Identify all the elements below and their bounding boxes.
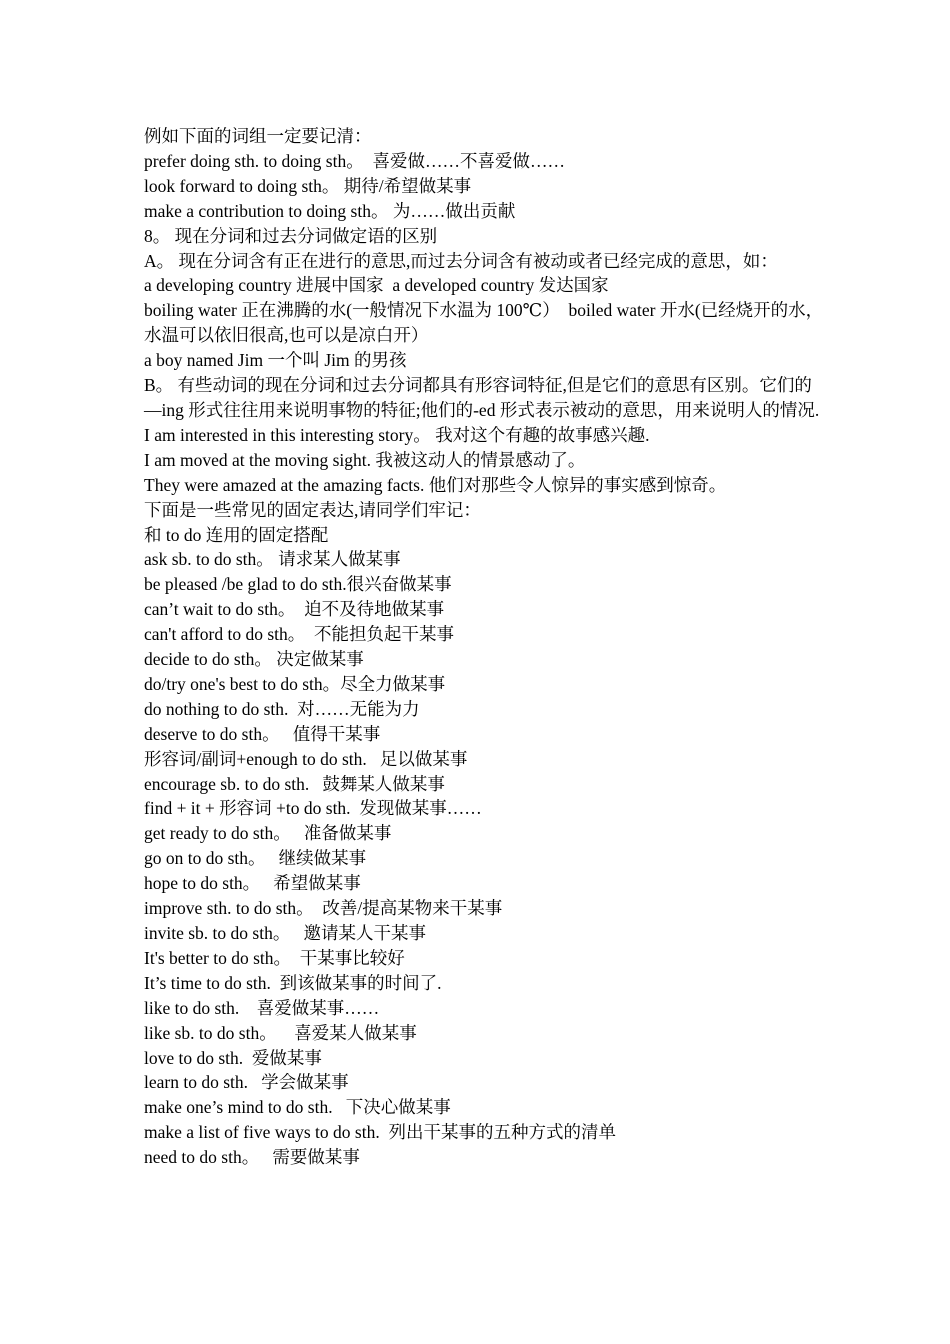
phrase-line: learn to do sth. 学会做某事 bbox=[144, 1072, 349, 1093]
example-line: I am interested in this interesting story。 我对这个有趣的故事感兴趣. bbox=[144, 424, 650, 445]
phrase-line: like to do sth. 喜爱做某事…… bbox=[144, 997, 380, 1018]
phrase-line: improve sth. to do sth。 改善/提高某物来干某事 bbox=[144, 898, 503, 919]
phrase-line: like sb. to do sth。 喜爱某人做某事 bbox=[144, 1022, 417, 1043]
phrase-line: encourage sb. to do sth. 鼓舞某人做某事 bbox=[144, 773, 445, 794]
section-heading: 8。 现在分词和过去分词做定语的区别 bbox=[144, 225, 438, 246]
phrase-line: 形容词/副词+enough to do sth. 足以做某事 bbox=[144, 748, 468, 769]
phrase-line: do/try one's best to do sth。尽全力做某事 bbox=[144, 673, 446, 694]
example-line: They were amazed at the amazing facts. 他们对那些令人惊异的事实感到惊奇。 bbox=[144, 474, 727, 495]
phrase-line: invite sb. to do sth。 邀请某人干某事 bbox=[144, 923, 426, 943]
phrase-line: love to do sth. 爱做某事 bbox=[144, 1047, 322, 1068]
intro-line: 例如下面的词组一定要记清： bbox=[144, 126, 372, 146]
example-line: I am moved at the moving sight. 我被这动人的情景感动了。 bbox=[144, 449, 586, 470]
phrase-line: look forward to doing sth。 期待/希望做某事 bbox=[144, 175, 472, 196]
phrase-line: make one’s mind to do sth. 下决心做某事 bbox=[144, 1097, 451, 1118]
phrase-line: be pleased /be glad to do sth.很兴奋做某事 bbox=[144, 574, 452, 595]
phrase-line: do nothing to do sth. 对……无能为力 bbox=[144, 698, 420, 719]
phrase-line: need to do sth。 需要做某事 bbox=[144, 1147, 360, 1168]
phrase-line: It's better to do sth。 干某事比较好 bbox=[144, 947, 405, 968]
phrase-line: It’s time to do sth. 到该做某事的时间了. bbox=[144, 972, 442, 993]
paragraph: A。 现在分词含有正在进行的意思,而过去分词含有被动或者已经完成的意思，如： bbox=[144, 250, 778, 271]
document-body bbox=[144, 124, 824, 1170]
example-line: a developing country 进展中国家 a developed country 发达国家 bbox=[144, 275, 609, 296]
phrase-line: get ready to do sth。 准备做某事 bbox=[144, 823, 392, 844]
phrase-line: find + it + 形容词 +to do sth. 发现做某事…… bbox=[144, 798, 482, 819]
phrase-line: ask sb. to do sth。 请求某人做某事 bbox=[144, 549, 401, 570]
phrase-line: decide to do sth。 决定做某事 bbox=[144, 649, 364, 670]
phrase-line: can't afford to do sth。 不能担负起干某事 bbox=[144, 624, 455, 645]
paragraph: B。 有些动词的现在分词和过去分词都具有形容词特征,但是它们的意思有区别。它们的—ing 形式往往用来说明事物的特征;他们的-ed 形式表示被动的意思，用来说明人的情况. bbox=[144, 375, 820, 420]
intro-line: 下面是一些常见的固定表达,请同学们牢记： bbox=[144, 499, 481, 520]
phrase-line: go on to do sth。 继续做某事 bbox=[144, 848, 367, 869]
phrase-line: hope to do sth。 希望做某事 bbox=[144, 873, 361, 894]
phrase-line: deserve to do sth。 值得干某事 bbox=[144, 723, 381, 744]
example-line: boiling water 正在沸腾的水(一般情况下水温为 100℃） boiled water 开水(已经烧开的水，水温可以依旧很高,也可以是凉白开） bbox=[144, 300, 824, 346]
phrase-line: make a list of five ways to do sth. 列出干某事的五种方式的清单 bbox=[144, 1122, 616, 1143]
phrase-line: make a contribution to doing sth。 为……做出贡献 bbox=[144, 200, 516, 221]
phrase-line: can’t wait to do sth。 迫不及待地做某事 bbox=[144, 599, 445, 620]
subheading: 和 to do 连用的固定搭配 bbox=[144, 524, 329, 545]
phrase-line: prefer doing sth. to doing sth。 喜爱做……不喜爱做…… bbox=[144, 150, 565, 171]
example-line: a boy named Jim 一个叫 Jim 的男孩 bbox=[144, 350, 407, 371]
